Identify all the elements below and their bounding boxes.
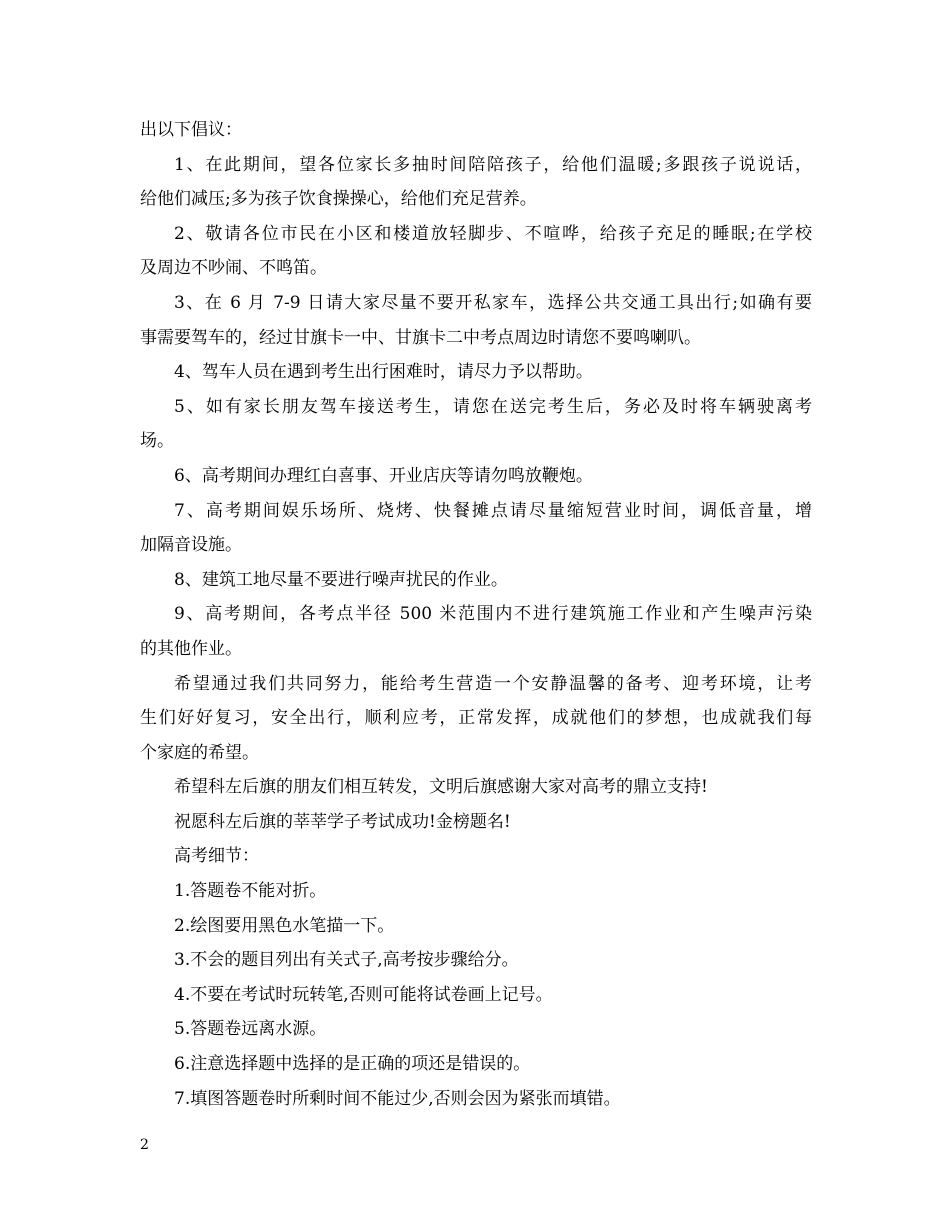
text-line: 8、建筑工地尽量不要进行噪声扰民的作业。 [174,569,508,590]
text-line: 7、高考期间娱乐场所、烧烤、快餐摊点请尽量缩短营业时间，调低音量，增 [174,500,812,521]
text-line: 给他们减压;多为孩子饮食操操心，给他们充足营养。 [140,189,537,210]
text-line: 2、敬请各位市民在小区和楼道放轻脚步、不喧哗，给孩子充足的睡眠;在学校 [174,223,812,244]
text-line: 6、高考期间办理红白喜事、开业店庆等请勿鸣放鞭炮。 [174,465,593,486]
text-line: 7.填图答题卷时所剩时间不能过少,否则会因为紧张而填错。 [174,1088,621,1109]
text-line: 生们好好复习，安全出行，顺利应考，正常发挥，成就他们的梦想，也成就我们每 [140,708,812,729]
text-line: 希望通过我们共同努力，能给考生营造一个安静温馨的备考、迎考环境，让考 [174,673,812,694]
text-line: 1、在此期间，望各位家长多抽时间陪陪孩子，给他们温暖;多跟孩子说说话， [174,154,812,175]
text-line: 3、在 6 月 7-9 日请大家尽量不要开私家车，选择公共交通工具出行;如确有要 [174,292,812,313]
text-line: 6.注意选择题中选择的是正确的项还是错误的。 [174,1054,531,1075]
text-line: 2.绘图要用黑色水笔描一下。 [174,915,395,936]
page-number: 2 [140,1137,149,1153]
text-line: 高考细节： [174,846,259,867]
text-line: 出以下倡议： [140,120,242,140]
text-line: 3.不会的题目列出有关式子,高考按步骤给分。 [174,950,519,971]
text-line: 的其他作业。 [140,638,242,659]
text-line: 祝愿科左后旗的莘莘学子考试成功!金榜题名! [174,811,511,832]
text-line: 5.答题卷远离水源。 [174,1019,327,1040]
text-line: 场。 [140,431,174,452]
text-line: 事需要驾车的，经过甘旗卡一中、甘旗卡二中考点周边时请您不要鸣喇叭。 [140,327,701,348]
text-line: 1.答题卷不能对折。 [174,881,327,902]
document-body [140,113,812,1116]
text-line: 及周边不吵闹、不鸣笛。 [140,258,327,279]
text-line: 4.不要在考试时玩转笔,否则可能将试卷画上记号。 [174,984,553,1005]
text-line: 5、如有家长朋友驾车接送考生，请您在送完考生后，务必及时将车辆驶离考 [174,396,812,417]
text-line: 个家庭的希望。 [140,742,259,763]
text-line: 加隔音设施。 [140,535,242,556]
text-line: 4、驾车人员在遇到考生出行困难时，请尽力予以帮助。 [174,362,593,383]
text-line: 9、高考期间，各考点半径 500 米范围内不进行建筑施工作业和产生噪声污染 [174,604,812,625]
text-line: 希望科左后旗的朋友们相互转发，文明后旗感谢大家对高考的鼎立支持! [174,777,708,798]
